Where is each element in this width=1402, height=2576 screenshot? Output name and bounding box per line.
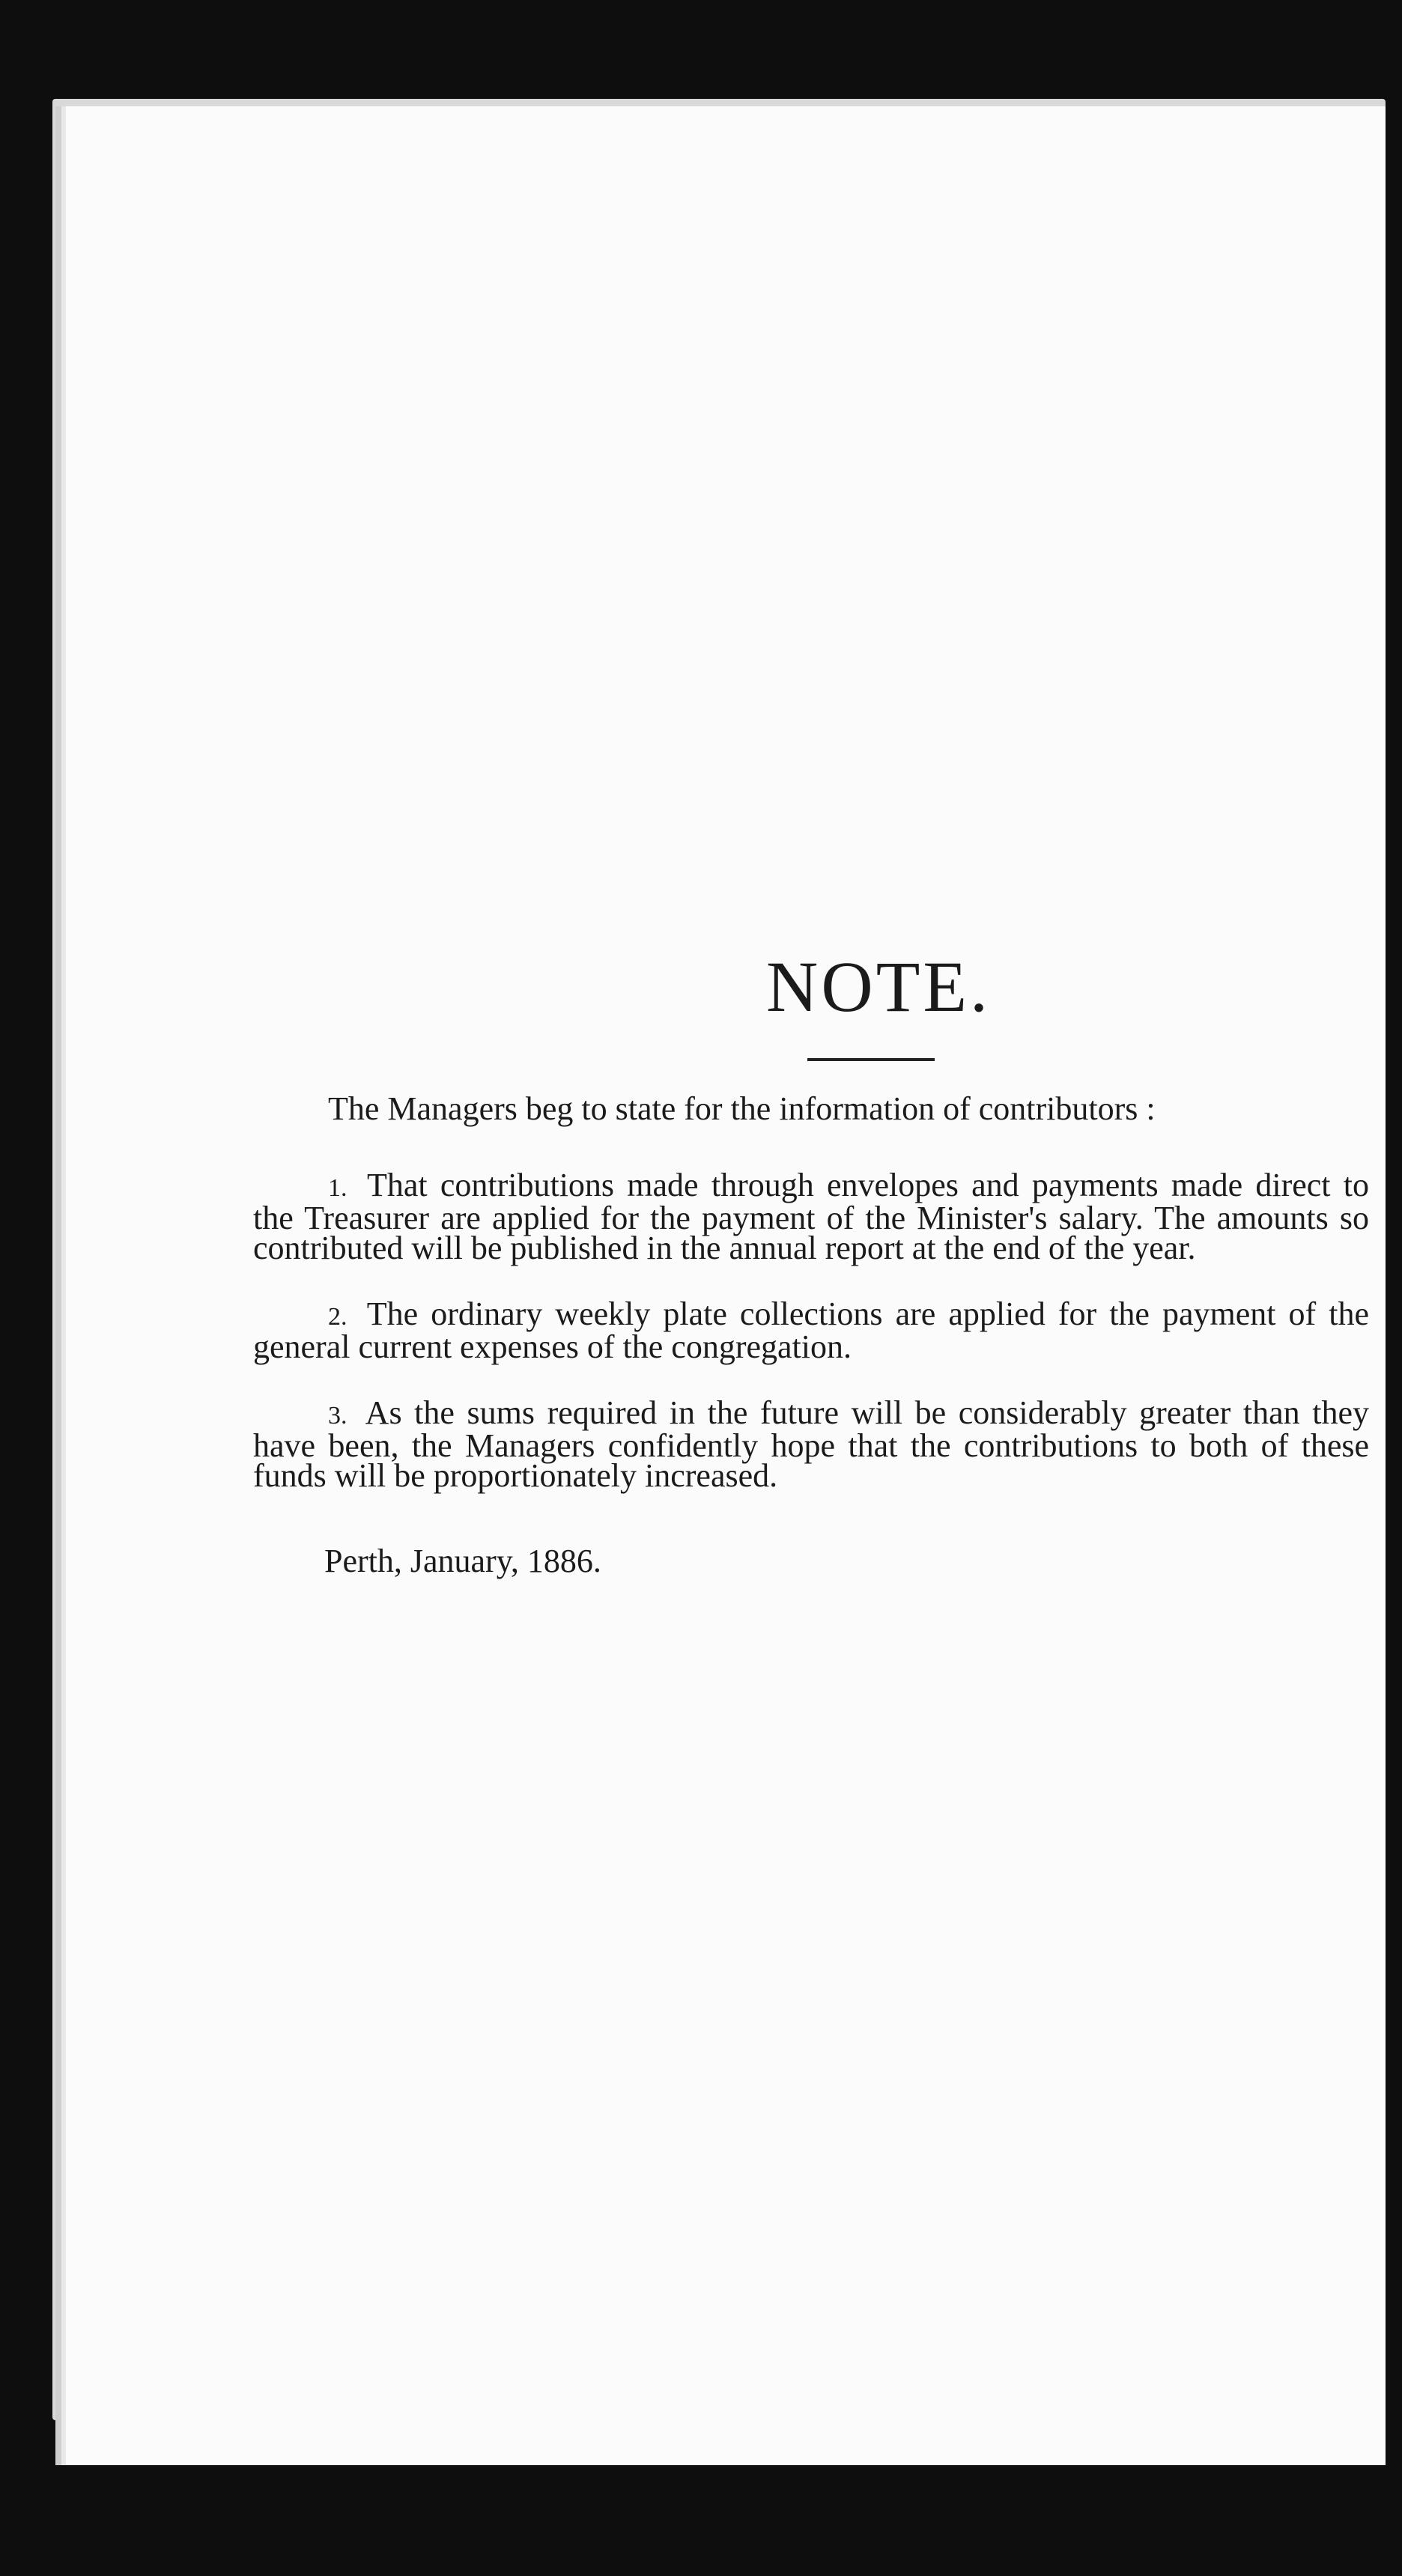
note-section — [253, 855, 1369, 1580]
item-number: 2. — [328, 1303, 348, 1331]
item-text: As the sums required in the future will be considerably greater than they have been, the Managers confidently hope that the contributions to both of these funds will be proportionately increased. — [253, 1394, 1369, 1494]
item-number: 1. — [328, 1174, 348, 1202]
page-title: NOTE. — [766, 947, 991, 1027]
list-item — [253, 1295, 1369, 1365]
title-rule — [807, 1058, 935, 1061]
item-number: 3. — [328, 1402, 348, 1430]
intro-paragraph: The Managers beg to state for the information of contributors : — [328, 1090, 1156, 1127]
signoff-date: Perth, January, 1886. — [324, 1543, 601, 1579]
item-text: The ordinary weekly plate collections are applied for the payment of the general current expenses of the congregation. — [253, 1295, 1369, 1365]
list-item — [253, 1167, 1369, 1266]
list-item — [253, 1394, 1369, 1494]
item-text: That contributions made through envelopes and payments made direct to the Treasurer are applied for the payment of the Minister's salary. The amounts so contributed will be published in the annual report at the end of the year. — [253, 1167, 1369, 1266]
document-page — [66, 106, 1386, 2465]
